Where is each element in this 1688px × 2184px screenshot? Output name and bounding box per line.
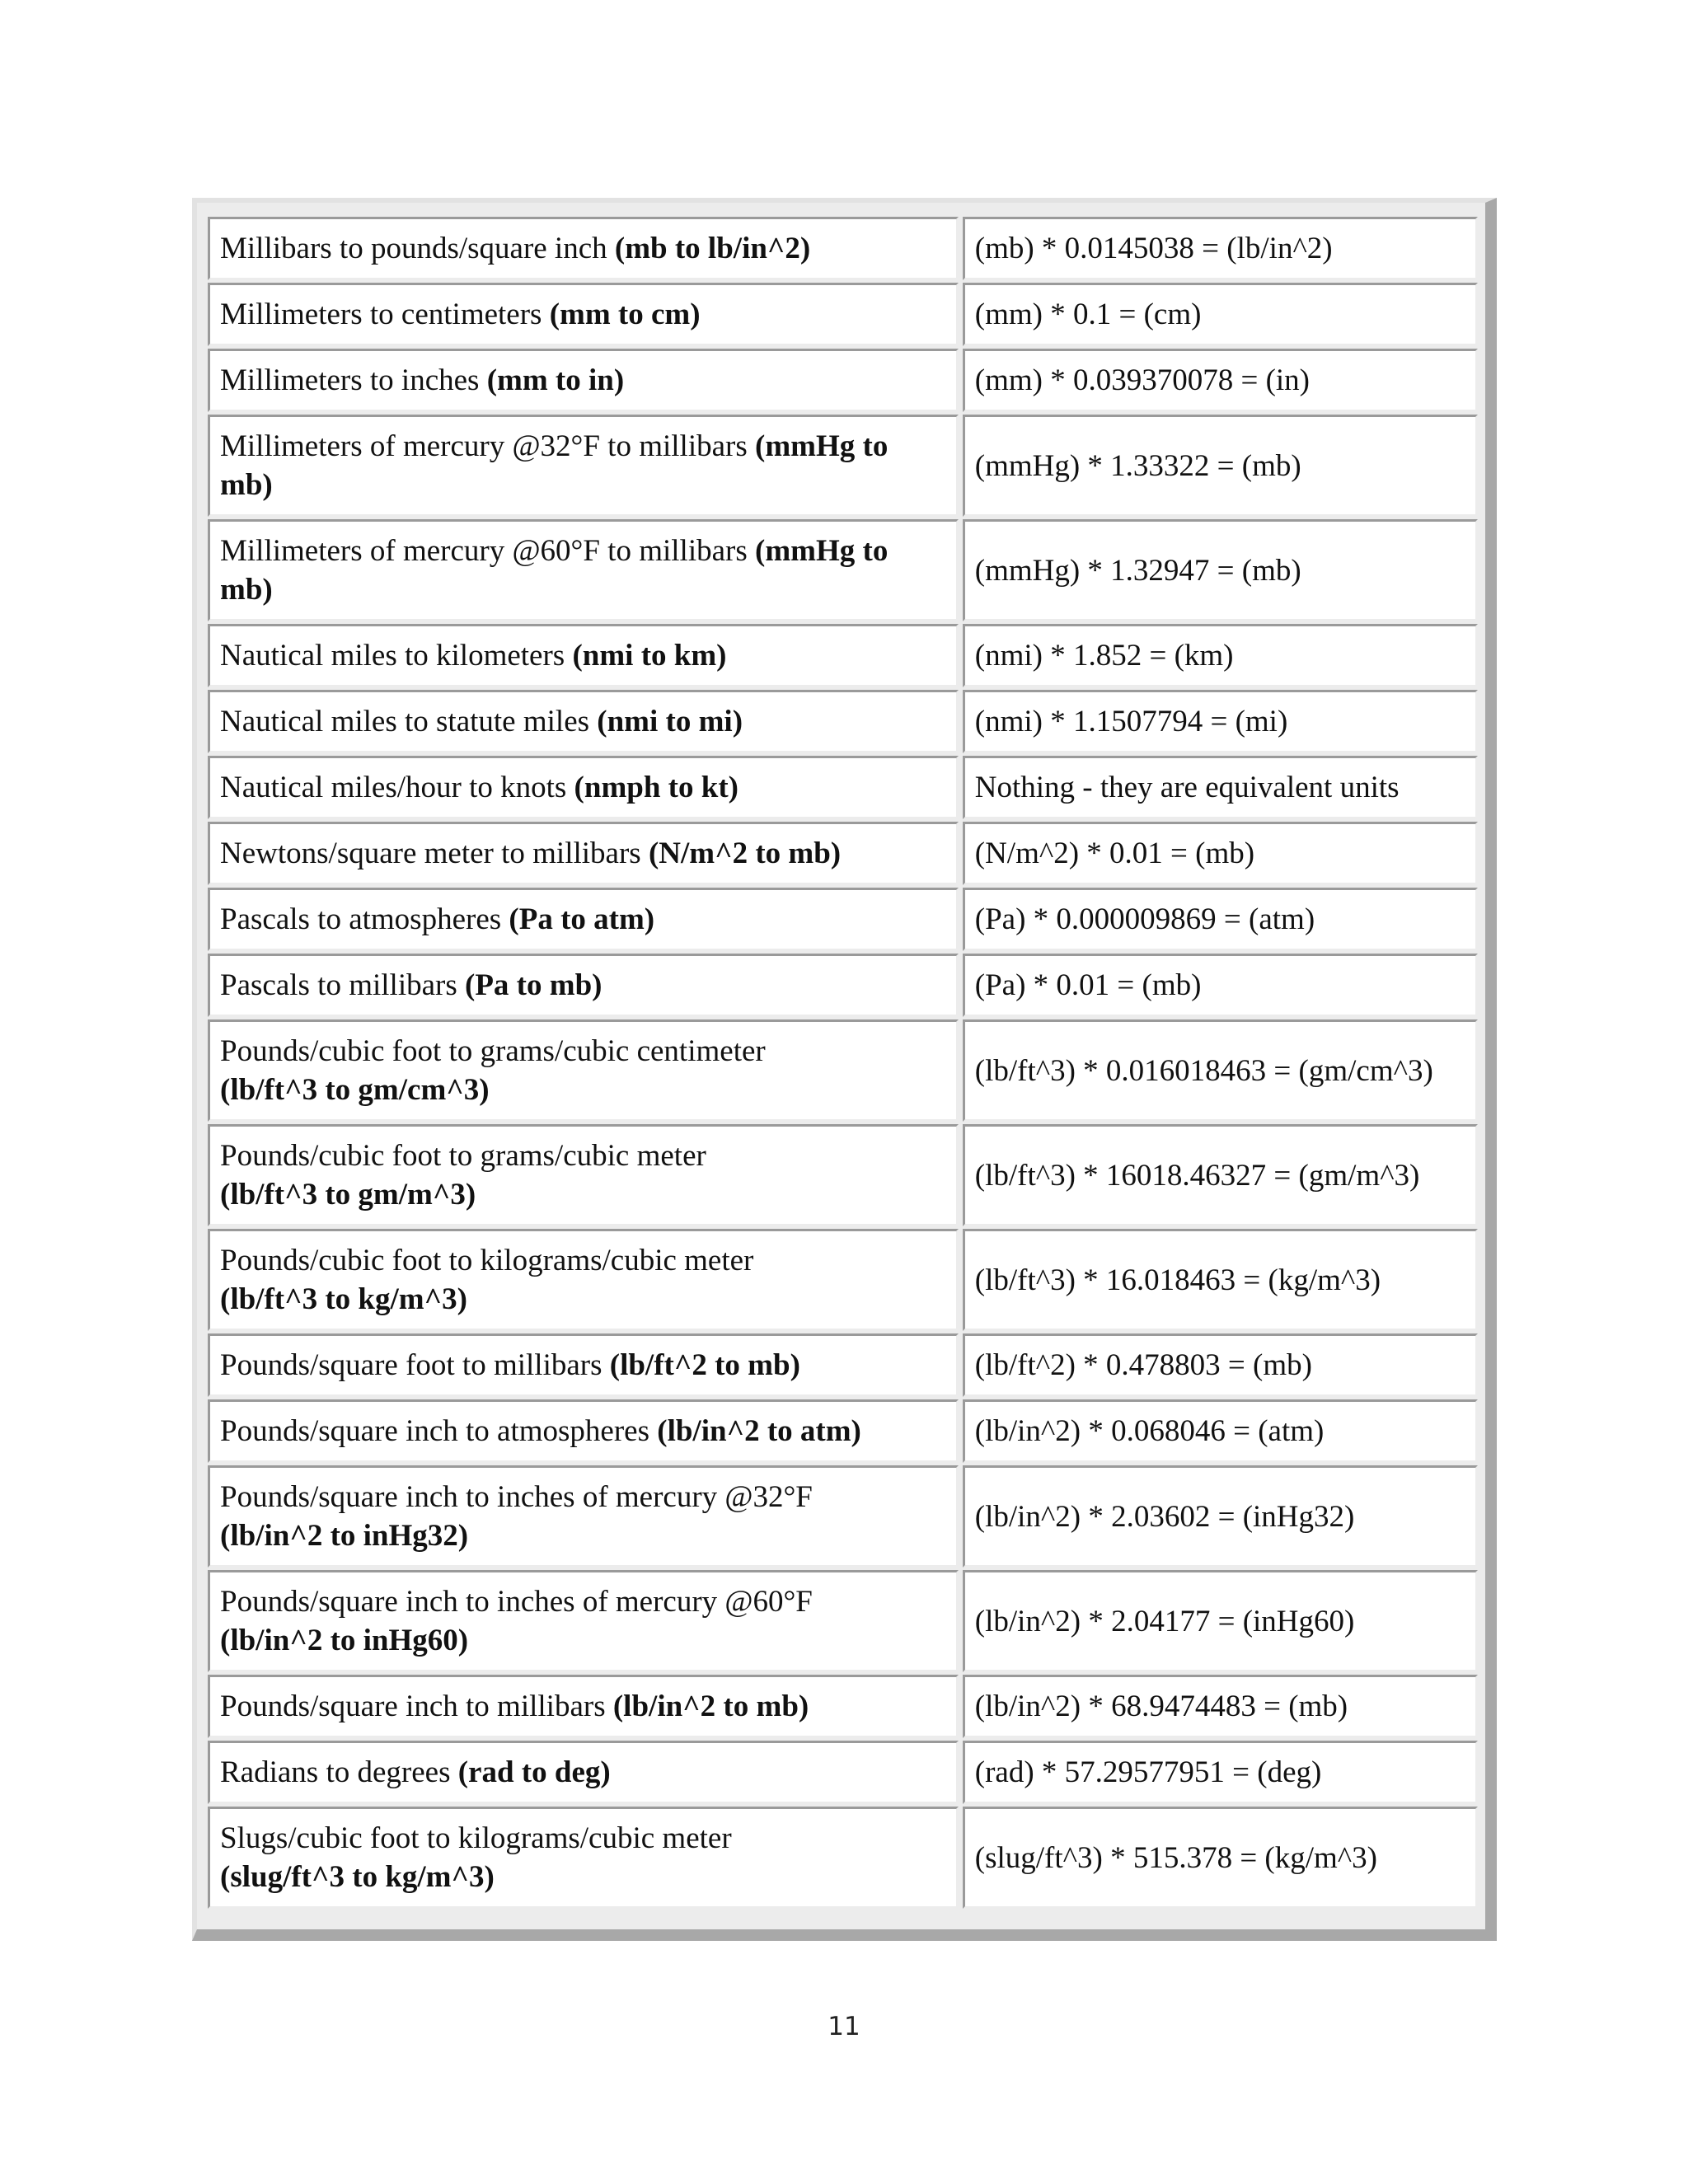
description-text: Pascals to millibars [220, 968, 457, 1002]
unit-abbreviation: (nmi to km) [572, 639, 727, 673]
table-row [208, 954, 1478, 1017]
table-row [208, 1465, 1478, 1568]
unit-abbreviation: (lb/ft^3 to kg/m^3) [220, 1282, 467, 1316]
conversion-formula: (Pa) * 0.000009869 = (atm) [963, 888, 1478, 951]
conversion-description [208, 1124, 959, 1226]
conversion-description [208, 1741, 959, 1804]
conversion-formula: (Pa) * 0.01 = (mb) [963, 954, 1478, 1017]
conversion-formula: (mm) * 0.1 = (cm) [963, 283, 1478, 346]
unit-abbreviation: (mm to cm) [549, 298, 701, 331]
description-text: Millimeters of mercury @60°F to millibars [220, 534, 748, 568]
table-row [208, 415, 1478, 517]
table-row [208, 1019, 1478, 1122]
description-text: Pounds/square inch to millibars [220, 1690, 606, 1723]
conversion-formula: (lb/in^2) * 2.03602 = (inHg32) [963, 1465, 1478, 1568]
conversion-description [208, 822, 959, 885]
conversion-formula: (N/m^2) * 0.01 = (mb) [963, 822, 1478, 885]
unit-abbreviation: (mm to in) [486, 363, 625, 397]
conversion-formula: (mm) * 0.039370078 = (in) [963, 349, 1478, 412]
conversion-formula: (lb/ft^3) * 16.018463 = (kg/m^3) [963, 1229, 1478, 1331]
description-text: Nautical miles to kilometers [220, 639, 565, 673]
unit-abbreviation: (Pa to mb) [465, 968, 603, 1002]
conversion-formula: (slug/ft^3) * 515.378 = (kg/m^3) [963, 1807, 1478, 1909]
description-text: Pounds/cubic foot to grams/cubic meter [220, 1139, 706, 1173]
conversion-description [208, 1399, 959, 1463]
table-row [208, 756, 1478, 819]
description-text: Pounds/cubic foot to grams/cubic centimeter [220, 1034, 766, 1068]
description-text: Nautical miles/hour to knots [220, 771, 567, 804]
conversion-formula: (mmHg) * 1.33322 = (mb) [963, 415, 1478, 517]
description-text: Pounds/cubic foot to kilograms/cubic meter [220, 1244, 754, 1277]
conversion-description [208, 519, 959, 621]
description-text: Millimeters to inches [220, 363, 480, 397]
conversion-formula: (nmi) * 1.852 = (km) [963, 624, 1478, 687]
unit-abbreviation: (N/m^2 to mb) [648, 837, 842, 870]
description-text: Millibars to pounds/square inch [220, 232, 607, 265]
table-row [208, 690, 1478, 753]
conversion-description [208, 1675, 959, 1738]
description-text: Pounds/square inch to inches of mercury @60°F [220, 1585, 813, 1619]
unit-abbreviation: (mb to lb/in^2) [614, 232, 811, 265]
unit-abbreviation: (lb/ft^3 to gm/m^3) [220, 1178, 476, 1212]
conversion-formula: (lb/ft^3) * 0.016018463 = (gm/cm^3) [963, 1019, 1478, 1122]
unit-abbreviation: (slug/ft^3 to kg/m^3) [220, 1860, 495, 1894]
table-row [208, 624, 1478, 687]
description-text: Millimeters to centimeters [220, 298, 542, 331]
description-text: Nautical miles to statute miles [220, 705, 590, 738]
unit-conversion-table [204, 214, 1482, 1911]
unit-abbreviation: (lb/ft^2 to mb) [609, 1348, 800, 1382]
conversion-formula: (mb) * 0.0145038 = (lb/in^2) [963, 217, 1478, 280]
table-row [208, 1333, 1478, 1397]
page-number: 11 [828, 2012, 860, 2041]
description-text: Pounds/square foot to millibars [220, 1348, 603, 1382]
conversion-formula: (lb/in^2) * 2.04177 = (inHg60) [963, 1570, 1478, 1672]
table-row [208, 1229, 1478, 1331]
unit-abbreviation: (nmi to mi) [597, 705, 743, 738]
conversion-formula: (lb/ft^3) * 16018.46327 = (gm/m^3) [963, 1124, 1478, 1226]
description-text: Slugs/cubic foot to kilograms/cubic meter [220, 1821, 732, 1855]
table-row [208, 1570, 1478, 1672]
description-text: Newtons/square meter to millibars [220, 837, 641, 870]
description-text: Millimeters of mercury @32°F to millibars [220, 429, 748, 463]
conversion-formula: (mmHg) * 1.32947 = (mb) [963, 519, 1478, 621]
unit-abbreviation: (nmph to kt) [574, 771, 738, 804]
unit-abbreviation: (lb/in^2 to inHg60) [220, 1624, 469, 1657]
description-text: Pounds/square inch to atmospheres [220, 1414, 649, 1448]
conversion-table-frame [192, 198, 1497, 1941]
table-row [208, 519, 1478, 621]
conversion-formula: Nothing - they are equivalent units [963, 756, 1478, 819]
conversion-description [208, 1465, 959, 1568]
conversion-description [208, 415, 959, 517]
unit-abbreviation: (lb/ft^3 to gm/cm^3) [220, 1073, 490, 1107]
table-row [208, 217, 1478, 280]
unit-abbreviation: (mmHg to mb) [220, 429, 889, 502]
table-row [208, 1124, 1478, 1226]
conversion-description [208, 756, 959, 819]
conversion-description [208, 690, 959, 753]
table-row [208, 1807, 1478, 1909]
conversion-description [208, 1019, 959, 1122]
conversion-formula: (nmi) * 1.1507794 = (mi) [963, 690, 1478, 753]
table-row [208, 822, 1478, 885]
conversion-description [208, 1229, 959, 1331]
description-text: Pascals to atmospheres [220, 902, 502, 936]
table-row [208, 1675, 1478, 1738]
conversion-description [208, 624, 959, 687]
description-text: Radians to degrees [220, 1755, 451, 1789]
conversion-description [208, 1570, 959, 1672]
conversion-formula: (lb/in^2) * 0.068046 = (atm) [963, 1399, 1478, 1463]
conversion-description [208, 888, 959, 951]
unit-abbreviation: (mmHg to mb) [220, 534, 889, 607]
conversion-description [208, 217, 959, 280]
conversion-description [208, 349, 959, 412]
unit-abbreviation: (lb/in^2 to mb) [612, 1690, 809, 1723]
conversion-description [208, 1333, 959, 1397]
conversion-description [208, 1807, 959, 1909]
unit-abbreviation: (lb/in^2 to atm) [657, 1414, 861, 1448]
unit-abbreviation: (Pa to atm) [509, 902, 655, 936]
description-text: Pounds/square inch to inches of mercury @32°F [220, 1480, 813, 1514]
conversion-description [208, 954, 959, 1017]
conversion-formula: (lb/in^2) * 68.9474483 = (mb) [963, 1675, 1478, 1738]
table-row [208, 1399, 1478, 1463]
conversion-formula: (lb/ft^2) * 0.478803 = (mb) [963, 1333, 1478, 1397]
table-row [208, 349, 1478, 412]
table-row [208, 888, 1478, 951]
conversion-formula: (rad) * 57.29577951 = (deg) [963, 1741, 1478, 1804]
table-row [208, 283, 1478, 346]
unit-abbreviation: (rad to deg) [457, 1755, 611, 1789]
conversion-description [208, 283, 959, 346]
unit-abbreviation: (lb/in^2 to inHg32) [220, 1519, 469, 1553]
table-row [208, 1741, 1478, 1804]
